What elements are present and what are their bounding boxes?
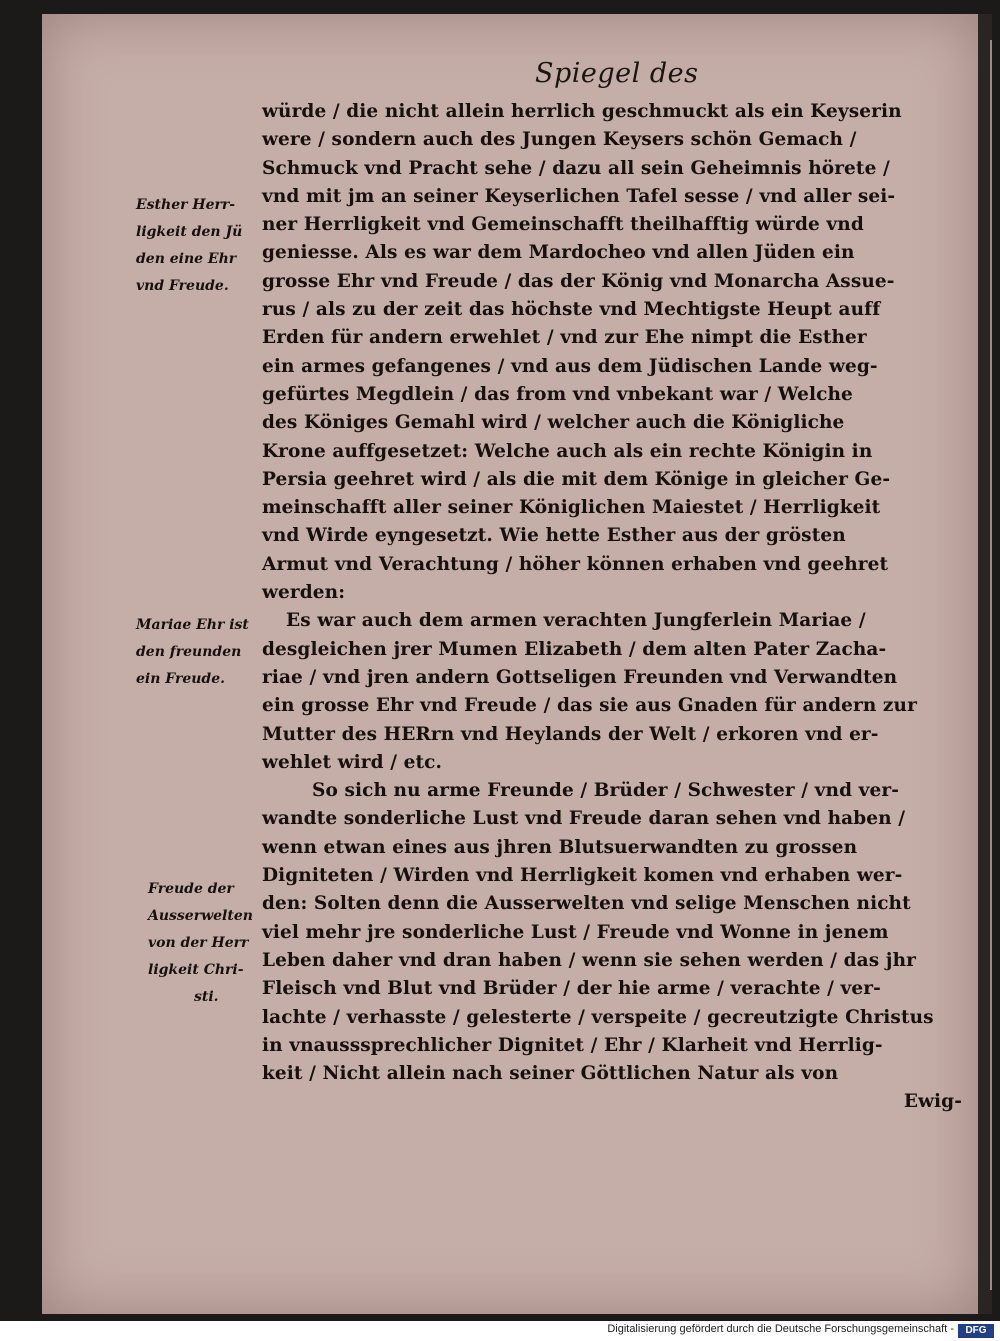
margin-note-line: von der Herr <box>148 935 249 951</box>
body-line: wehlet wird / etc. <box>262 751 443 773</box>
margin-note-mariae <box>136 612 249 693</box>
body-line: Leben daher vnd dran haben / wenn sie sehen werden / das jhr <box>262 949 916 971</box>
body-line: Krone auffgesetzet: Welche auch als ein rechte Königin in <box>262 440 873 462</box>
body-line: vnd Wirde eyngesetzt. Wie hette Esther aus der grösten <box>262 525 846 547</box>
margin-note-line: Ausserwelten <box>148 908 253 924</box>
margin-note-line: den freunden <box>136 644 242 660</box>
margin-note-line: ligkeit Chri- <box>148 962 244 978</box>
body-line: würde / die nicht allein herrlich geschmuckt als ein Keyserin <box>262 101 902 122</box>
body-line: So sich nu arme Freunde / Brüder / Schwester / vnd ver- <box>312 780 900 802</box>
margin-note-line: ligkeit den Jü <box>136 224 243 240</box>
margin-note-line: Freude der <box>148 881 234 897</box>
body-line: grosse Ehr vnd Freude / das der König vnd Monarcha Assue- <box>262 270 895 292</box>
body-line: wenn etwan eines aus jhren Blutsuerwandten zu grossen <box>262 836 858 858</box>
body-line: geniesse. Als es war dem Mardocheo vnd allen Jüden ein <box>262 242 855 264</box>
body-line: Persia geehret wird / als die mit dem Könige in gleicher Ge- <box>262 468 891 490</box>
body-line: in vnausssprechlicher Dignitet / Ehr / Klarheit vnd Herrlig- <box>262 1034 883 1056</box>
body-line: gefürtes Megdlein / das from vnd vnbekant war / Welche <box>262 383 853 405</box>
body-line: den: Solten denn die Ausserwelten vnd selige Menschen nicht <box>262 893 911 915</box>
margin-note-line: ein Freude. <box>136 671 226 687</box>
margin-note-line: Esther Herr- <box>136 197 236 213</box>
body-line: desgleichen jrer Mumen Elizabeth / dem alten Pater Zacha- <box>262 638 887 660</box>
dfg-logo: DFG <box>958 1324 994 1338</box>
body-line: Digniteten / Wirden vnd Herrligkeit komen vnd erhaben wer- <box>262 865 903 887</box>
body-line: lachte / verhasste / gelesterte / verspeite / gecreutzigte Christus <box>262 1006 934 1028</box>
margin-note-esther <box>136 192 242 300</box>
margin-note-line: Mariae Ehr ist <box>136 617 249 633</box>
body-line: Schmuck vnd Pracht sehe / dazu all sein Geheimnis hörete / <box>262 157 890 179</box>
margin-note-line: vnd Freude. <box>136 278 229 294</box>
margin-note-line: sti. <box>194 989 219 1005</box>
body-line: rus / als zu der zeit das höchste vnd Mechtigste Heupt auff <box>262 299 881 321</box>
body-line: meinschafft aller seiner Königlichen Maiestet / Herrligkeit <box>262 497 881 519</box>
body-line: des Königes Gemahl wird / welcher auch die Königliche <box>262 412 845 434</box>
body-line: were / sondern auch des Jungen Keysers schön Gemach / <box>262 129 857 151</box>
catchword: Ewig- <box>903 1091 962 1113</box>
body-line: ner Herrligkeit vnd Gemeinschafft theilhafftig würde vnd <box>262 214 864 236</box>
body-line: werden: <box>262 582 346 604</box>
footer <box>0 1321 1000 1341</box>
body-line: riae / vnd jren andern Gottseligen Freunden vnd Verwandten <box>262 666 898 688</box>
margin-note-line: den eine Ehr <box>136 251 237 267</box>
body-line: viel mehr jre sonderliche Lust / Freude vnd Wonne in jenem <box>262 921 889 943</box>
body-line: Fleisch vnd Blut vnd Brüder / der hie arme / verachte / ver- <box>262 978 881 1000</box>
footer-credit: Digitalisierung gefördert durch die Deutsche Forschungsgemeinschaft - <box>607 1323 954 1335</box>
body-line: Armut vnd Verachtung / höher können erhaben vnd geehret <box>262 553 889 575</box>
running-head: Spiegel des <box>535 58 699 89</box>
body-line: ein armes gefangenes / vnd aus dem Jüdischen Lande weg- <box>262 355 878 377</box>
body-line: wandte sonderliche Lust vnd Freude daran sehen vnd haben / <box>262 808 906 830</box>
body-line: vnd mit jm an seiner Keyserlichen Tafel sesse / vnd aller sei- <box>262 185 896 207</box>
body-line: Erden für andern erwehlet / vnd zur Ehe nimpt die Esther <box>262 327 867 349</box>
body-line: keit / Nicht allein nach seiner Göttlichen Natur als von <box>262 1063 839 1085</box>
body-line: ein grosse Ehr vnd Freude / das sie aus Gnaden für andern zur <box>262 695 917 717</box>
body-line: Mutter des HERrn vnd Heylands der Welt / erkoren vnd er- <box>262 723 879 745</box>
margin-note-freude <box>148 876 253 1011</box>
gutter-line <box>990 40 992 1290</box>
body-line: Es war auch dem armen verachten Jungferlein Mariae / <box>286 610 866 632</box>
body-text <box>262 98 962 1117</box>
